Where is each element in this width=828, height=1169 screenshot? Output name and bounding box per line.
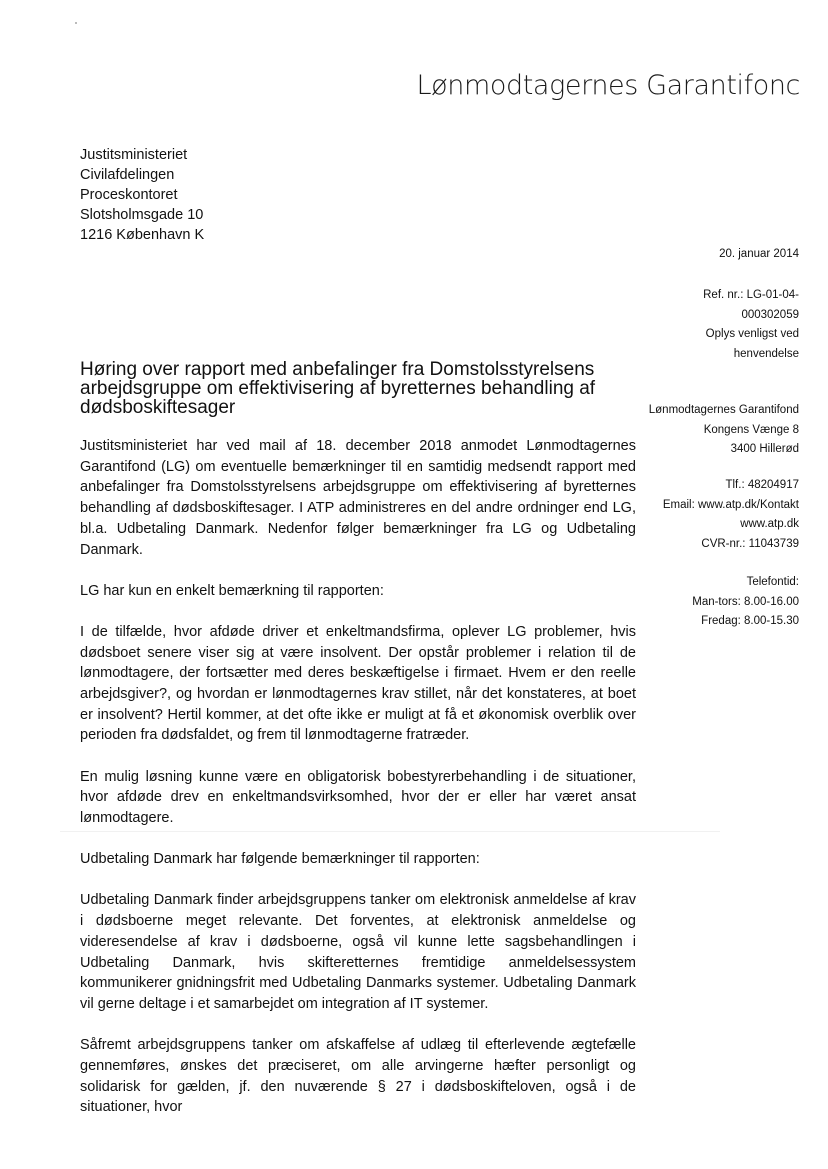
website-link: www.atp.dk xyxy=(740,518,799,530)
contact-email: Email: www.atp.dk/Kontakt xyxy=(662,498,799,511)
recipient-line: Civilafdelingen xyxy=(80,167,175,183)
cvr-number: CVR-nr.: 11043739 xyxy=(701,537,799,550)
letter-date xyxy=(579,245,799,265)
sender-city: 3400 Hillerød xyxy=(730,443,799,455)
sender-name: Lønmodtagernes Garantifond xyxy=(648,404,799,416)
body-paragraph: En mulig løsning kunne være en obligatorisk bobestyrerbehandling i de situationer, hvor afdøde drev en enkeltmandsvirksomhed, hvor der er eller har været ansat lønmodtagere. xyxy=(80,768,636,827)
reference-note: Oplys venligst ved xyxy=(705,328,799,340)
subject-heading: Høring over rapport med anbefalinger fra Domstolsstyrelsens arbejdsgruppe om effektivisering af byretternes behandling af dødsboskiftesager xyxy=(80,359,596,418)
hours-friday: Fredag: 8.00-15.30 xyxy=(701,615,799,627)
date-text: 20. januar 2014 xyxy=(719,248,799,260)
body-paragraph: I de tilfælde, hvor afdøde driver et enkeltmandsfirma, oplever LG problemer, hvis dødsboet senere viser sig at være insolvent. Der opstår problemer i relation til de lønmodtagere, der fortsætter med deres beskæftigelse i firmaet. Hvem er den reelle arbejdsgiver?, og hvordan er lønmodtagernes krav stillet, når det konstateres, at boet er insolvent? Hertil kommer, at det ofte ikke er muligt at få et økonomisk overblik over perioden fra dødsfaldet, og frem til lønmodtagerne fratræder. xyxy=(80,623,636,744)
phone-number: Tlf.: 48204917 xyxy=(725,479,799,491)
recipient-line: Slotsholmsgade 10 xyxy=(80,207,204,223)
body-paragraph: Udbetaling Danmark finder arbejdsgruppens tanker om elektronisk anmeldelse af krav i dødsboerne meget relevante. Det forventes, at elektronisk anmeldelse og videresendelse af krav i dødsboerne, også vil kunne lette sagsbehandlingen i Udbetaling Danmark, hvis skifteretternes fremtidige anmeldelsessystem kommunikerer gnidningsfrit med Udbetaling Danmarks systemer. Udbetaling Danmark vil gerne deltage i et samarbejdet om integration af IT systemer. xyxy=(80,892,636,1012)
body-paragraph: Justitsministeriet har ved mail af 18. december 2018 anmodet Lønmodtagernes Garantifond (LG) om eventuelle bemærkninger til en samtidig medsendt rapport med anbefalinger fra Domstolsstyrelsens arbejdsgruppe om effektivisering af byretternes behandling af dødsboskiftesager. I ATP administreres en del andre ordninger end LG, bl.a. Udbetaling Danmark. Nedenfor følger bemærkninger fra LG og Udbetaling Danmark. xyxy=(80,438,636,558)
scan-artifact-line xyxy=(60,831,720,832)
body-paragraph: Såfremt arbejdsgruppens tanker om afskaffelse af udlæg til efterlevende ægtefælle gennemføres, ønskes det præciseret, om alle arvingerne hæfter personligt og solidarisk for gælden, jf. den nuværende § 27 i dødsboskifteloven, også i de situationer, hvor xyxy=(80,1037,636,1116)
hours-label: Telefontid: xyxy=(746,576,799,588)
reference-number: 000302059 xyxy=(741,308,799,321)
recipient-address xyxy=(80,145,204,245)
reference-block xyxy=(579,286,799,364)
recipient-line: 1216 København K xyxy=(80,227,205,243)
scan-speck xyxy=(75,22,77,24)
sender-street: Kongens Vænge 8 xyxy=(703,423,799,436)
hours-weekdays: Man-tors: 8.00-16.00 xyxy=(692,595,799,608)
recipient-line: Proceskontoret xyxy=(80,187,178,203)
reference-label: Ref. nr.: LG-01-04- xyxy=(703,289,799,301)
letterhead-organization: Lønmodtagernes Garantifonc xyxy=(416,70,800,101)
body-paragraph: LG har kun en enkelt bemærkning til rapporten: xyxy=(80,582,384,599)
letter-body xyxy=(80,436,636,1138)
reference-note: henvendelse xyxy=(733,347,799,360)
body-paragraph: Udbetaling Danmark har følgende bemærkninger til rapporten: xyxy=(80,851,480,868)
recipient-line: Justitsministeriet xyxy=(80,147,188,163)
